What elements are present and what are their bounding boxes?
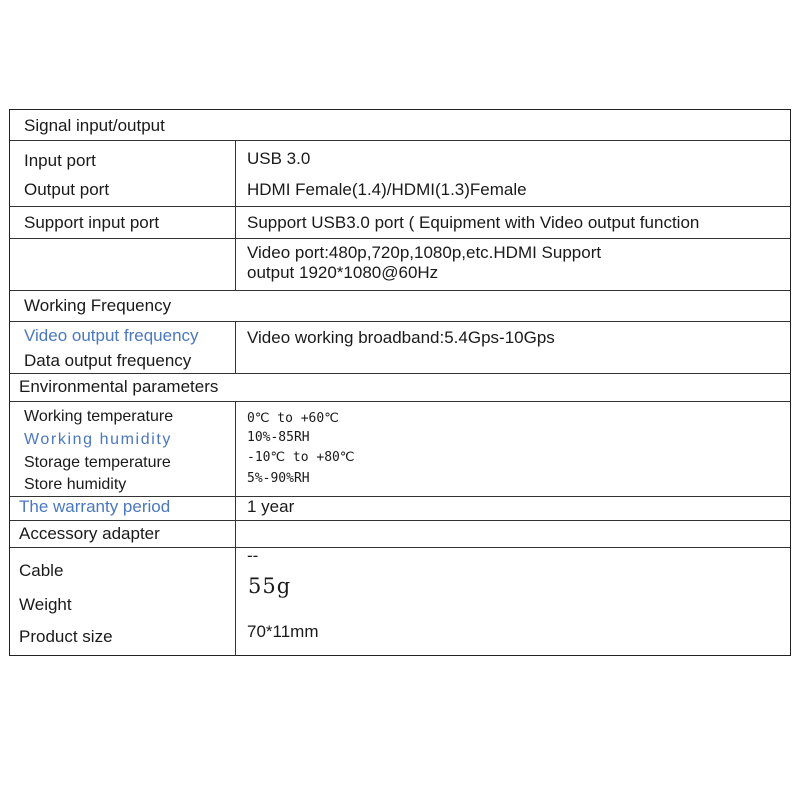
row-divider bbox=[10, 373, 790, 374]
video-output-frequency-label: Video output frequency bbox=[24, 326, 199, 345]
product-size-label: Product size bbox=[19, 627, 113, 646]
storage-temperature-value: -10℃ to +80℃ bbox=[247, 450, 355, 465]
video-port-line2: output 1920*1080@60Hz bbox=[247, 263, 439, 282]
data-output-frequency-label: Data output frequency bbox=[24, 351, 192, 370]
input-port-value: USB 3.0 bbox=[247, 149, 311, 168]
output-port-label: Output port bbox=[24, 180, 110, 199]
section-title-signal: Signal input/output bbox=[24, 116, 165, 135]
input-port-label: Input port bbox=[24, 151, 96, 170]
weight-value: 55g bbox=[248, 574, 292, 598]
warranty-label: The warranty period bbox=[19, 497, 171, 516]
storage-temperature-label: Storage temperature bbox=[24, 454, 171, 471]
cable-label: Cable bbox=[19, 561, 64, 580]
data-output-frequency-value: Video working broadband:5.4Gps-10Gps bbox=[247, 328, 555, 347]
row-divider bbox=[10, 206, 790, 207]
column-divider bbox=[235, 401, 236, 656]
product-size-value: 70*11mm bbox=[247, 622, 319, 641]
working-temperature-value: 0℃ to +60℃ bbox=[247, 411, 339, 426]
support-input-value: Support USB3.0 port ( Equipment with Video output function bbox=[247, 213, 700, 232]
row-divider bbox=[10, 290, 790, 291]
section-title-frequency: Working Frequency bbox=[24, 296, 172, 315]
row-divider bbox=[10, 520, 790, 521]
section-title-accessory: Accessory adapter bbox=[19, 524, 160, 543]
store-humidity-label: Store humidity bbox=[24, 476, 127, 493]
row-divider bbox=[10, 238, 790, 239]
spec-table bbox=[9, 109, 791, 656]
row-divider bbox=[10, 401, 790, 402]
warranty-value: 1 year bbox=[247, 497, 295, 516]
cable-value: -- bbox=[247, 546, 259, 565]
row-divider bbox=[10, 321, 790, 322]
output-port-value: HDMI Female(1.4)/HDMI(1.3)Female bbox=[247, 180, 527, 199]
working-humidity-label: Working humidity bbox=[24, 431, 173, 448]
column-divider bbox=[235, 140, 236, 291]
store-humidity-value: 5%-90%RH bbox=[247, 471, 310, 486]
working-temperature-label: Working temperature bbox=[24, 408, 174, 425]
working-humidity-value: 10%-85RH bbox=[247, 430, 310, 445]
row-divider bbox=[10, 140, 790, 141]
column-divider bbox=[235, 321, 236, 373]
row-divider bbox=[10, 547, 790, 548]
weight-label: Weight bbox=[19, 595, 72, 614]
video-port-line1: Video port:480p,720p,1080p,etc.HDMI Support bbox=[247, 243, 602, 262]
support-input-label: Support input port bbox=[24, 213, 160, 232]
section-title-environment: Environmental parameters bbox=[19, 377, 219, 396]
